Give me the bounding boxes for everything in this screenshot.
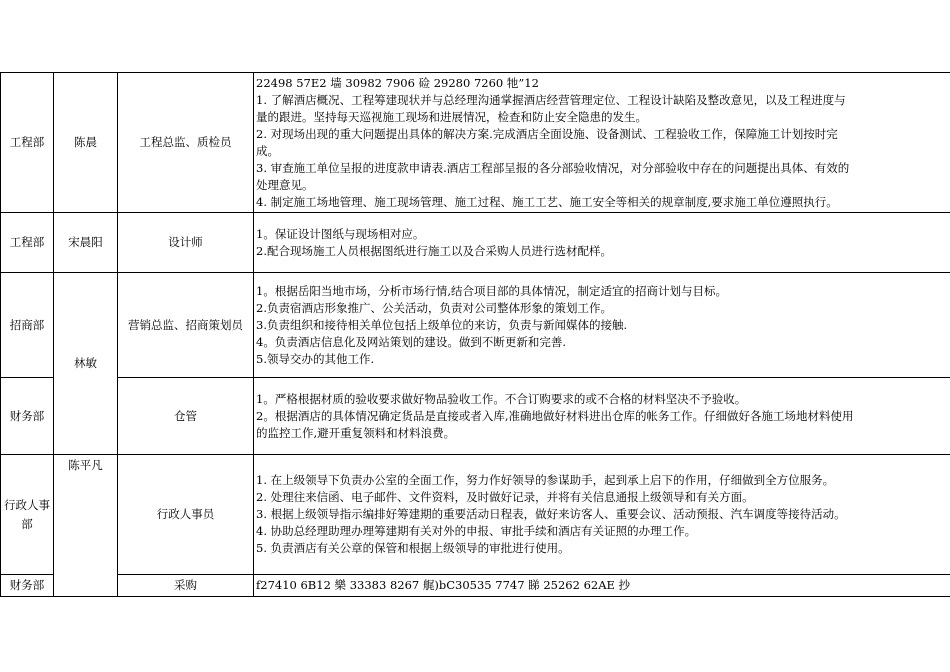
duty-line: 4. 协助总经理助理办理筹建期有关对外的申报、审批手续和酒店有关证照的办理工作。 bbox=[256, 524, 697, 538]
staff-responsibility-table bbox=[0, 72, 950, 597]
table-row bbox=[1, 213, 950, 273]
duties-cell bbox=[254, 455, 950, 575]
duty-line: 2. 对现场出现的重大问题提出具体的解决方案.完成酒店全面设施、设备测试、工程验收工作，保障施工计划按时完 bbox=[256, 127, 838, 141]
duty-line: 3. 根据上级领导指示编排好筹建期的重要活动日程表，做好来访客人、重要会议、活动预报、汽车调度等接待活动。 bbox=[256, 507, 846, 521]
duty-line: 3.负责组织和接待相关单位包括上级单位的来访，负责与新闻媒体的接触. bbox=[256, 317, 628, 332]
duty-line: 1. 在上级领导下负责办公室的全面工作，努力作好领导的参谋助手，起到承上启下的作用，仔细做到全方位服务。 bbox=[256, 473, 835, 487]
duty-line: 1。保证设计图纸与现场相对应。 bbox=[256, 226, 425, 241]
role-cell: 工程总监、质检员 bbox=[118, 73, 254, 213]
dept-cell: 财务部 bbox=[1, 575, 54, 597]
duty-line: 4。负责酒店信息化及网站策划的建设。做到不断更新和完善. bbox=[256, 334, 566, 349]
duty-line: 2.负责宿酒店形象推广、公关活动，负责对公司整体形象的策划工作。 bbox=[256, 300, 612, 315]
duties-cell bbox=[254, 273, 950, 378]
table-row bbox=[1, 73, 950, 213]
dept-cell: 招商部 bbox=[1, 273, 54, 378]
duty-line: 1。根据岳阳当地市场，分析市场行情,结合项目部的具体情况，制定适宜的招商计划与目标。 bbox=[256, 283, 727, 298]
person-cell: 陈晨 bbox=[54, 73, 118, 213]
dept-cell: 工程部 bbox=[1, 213, 54, 273]
role-cell: 行政人事员 bbox=[118, 455, 254, 575]
duties-cell bbox=[254, 213, 950, 273]
person-cell: 陈平凡 bbox=[54, 455, 118, 597]
duty-line: 的监控工作,避开重复领料和材料浪费。 bbox=[256, 425, 456, 440]
duty-line: 5.领导交办的其他工作. bbox=[256, 351, 375, 366]
duty-line: 处理意见。 bbox=[256, 178, 314, 192]
duty-line: 1. 了解酒店概况、工程筹建现状并与总经理沟通掌握酒店经营管理定位、工程设计缺陷及整改意见，以及工程进度与 bbox=[256, 93, 846, 107]
role-cell: 采购 bbox=[118, 575, 254, 597]
duty-line: f27410 6B12 樂 33383 8267 艉)bC30535 7747 睇 25262 62AE 抄 bbox=[256, 578, 631, 592]
role-cell: 营销总监、招商策划员 bbox=[118, 273, 254, 378]
person-cell: 林敏 bbox=[54, 273, 118, 455]
duty-line: 22498 57E2 墙 30982 7906 硷 29280 7260 牠”12 bbox=[256, 76, 539, 90]
duty-line: 2.配合现场施工人员根据图纸进行施工以及合采购人员进行选材配样。 bbox=[256, 243, 612, 258]
duties-cell bbox=[254, 73, 950, 213]
table-row bbox=[1, 378, 950, 455]
role-cell: 设计师 bbox=[118, 213, 254, 273]
duty-line: 3. 审查施工单位呈报的进度款申请表.酒店工程部呈报的各分部验收情况，对分部验收中存在的问题提出具体、有效的 bbox=[256, 161, 850, 175]
dept-label: 行政人事部 bbox=[4, 497, 50, 531]
duty-line: 成。 bbox=[256, 144, 279, 158]
table-row bbox=[1, 273, 950, 378]
duties-cell bbox=[254, 575, 950, 597]
role-cell: 仓管 bbox=[118, 378, 254, 455]
table-row bbox=[1, 455, 950, 575]
duty-line: 1。严格根据材质的验收要求做好物品验收工作。不合订购要求的或不合格的材料坚决不予验收。 bbox=[256, 391, 747, 406]
duty-line: 4. 制定施工场地管理、施工现场管理、施工过程、施工工艺、施工安全等相关的规章制度,要求施工单位遵照执行。 bbox=[256, 195, 838, 209]
dept-cell: 财务部 bbox=[1, 378, 54, 455]
duties-cell bbox=[254, 378, 950, 455]
duty-line: 量的跟进。坚持每天巡视施工现场和进展情况，检查和防止安全隐患的发生。 bbox=[256, 110, 647, 124]
table-row bbox=[1, 575, 950, 597]
duty-line: 5. 负责酒店有关公章的保管和根据上级领导的审批进行使用。 bbox=[256, 541, 570, 555]
dept-cell: 工程部 bbox=[1, 73, 54, 213]
duty-line: 2. 处理往来信函、电子邮件、文件资料，及时做好记录，并将有关信息通报上级领导和有关方面。 bbox=[256, 490, 754, 504]
dept-cell bbox=[1, 455, 54, 575]
person-cell: 宋晨阳 bbox=[54, 213, 118, 273]
duty-line: 2。根据酒店的具体情况确定货品是直接或者入库,准确地做好材料进出仓库的帐务工作。仔细做好各施工场地材料使用 bbox=[256, 408, 854, 423]
